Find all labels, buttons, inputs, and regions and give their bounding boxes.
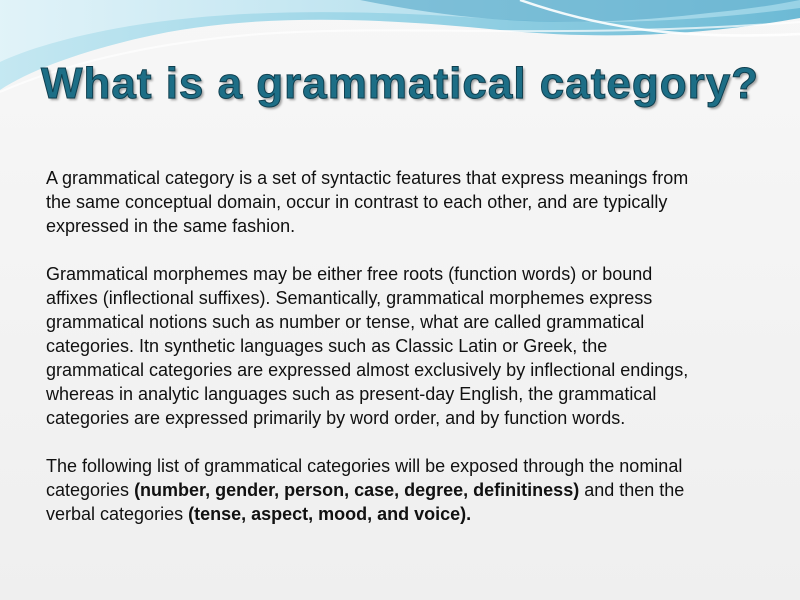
paragraph-line: A grammatical category is a set of syntactic features that express meanings from (46, 168, 689, 188)
paragraph-line: the same conceptual domain, occur in contrast to each other, and are typically (46, 192, 668, 212)
paragraph-text: and then the (579, 480, 685, 500)
paragraph-line: expressed in the same fashion. (46, 216, 296, 236)
nominal-categories-list: (number, gender, person, case, degree, definitiness) (134, 480, 580, 500)
paragraph-line: categories are expressed primarily by word order, and by function words. (46, 408, 626, 428)
paragraph-line: grammatical categories are expressed almost exclusively by inflectional endings, (46, 360, 689, 380)
paragraph-definition (46, 166, 776, 238)
paragraph-category-list (46, 454, 776, 526)
verbal-categories-list: (tense, aspect, mood, and voice). (188, 504, 472, 524)
paragraph-morphemes (46, 262, 776, 430)
paragraph-text: verbal categories (46, 504, 189, 524)
paragraph-line: categories. Itn synthetic languages such as Classic Latin or Greek, the (46, 336, 608, 356)
paragraph-line: affixes (inflectional suffixes). Semantically, grammatical morphemes express (46, 288, 653, 308)
paragraph-line: The following list of grammatical categories will be exposed through the nominal (46, 456, 683, 476)
paragraph-line: Grammatical morphemes may be either free roots (function words) or bound (46, 264, 653, 284)
paragraph-line: whereas in analytic languages such as present-day English, the grammatical (46, 384, 657, 404)
paragraph-text: categories (46, 480, 135, 500)
slide-body (46, 166, 776, 550)
page-title: What is a grammatical category? (40, 59, 760, 108)
paragraph-line: grammatical notions such as number or tense, what are called grammatical (46, 312, 645, 332)
